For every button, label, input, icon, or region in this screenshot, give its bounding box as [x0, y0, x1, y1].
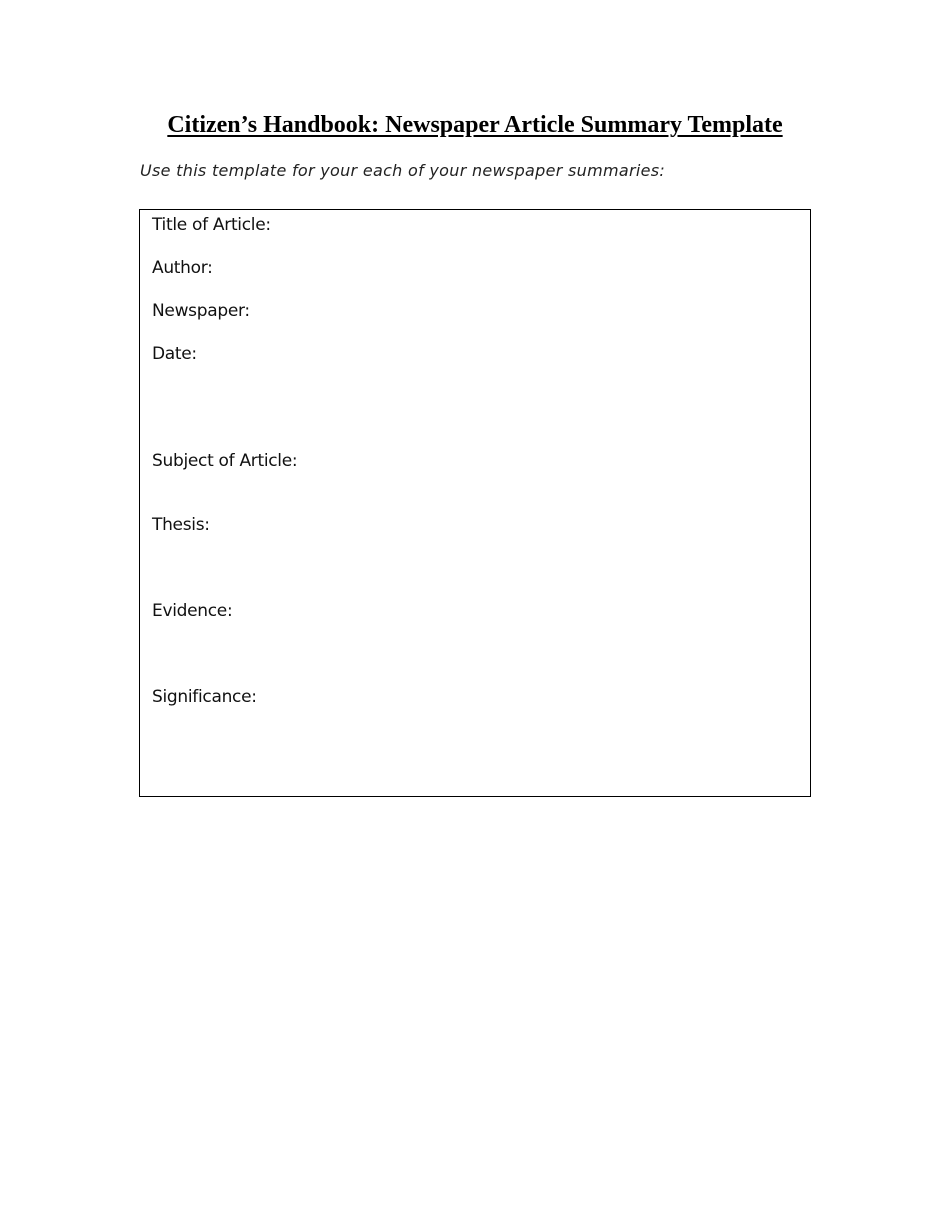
field-label-newspaper: Newspaper:: [152, 301, 250, 321]
field-label-subject-of-article: Subject of Article:: [152, 451, 298, 471]
field-label-thesis: Thesis:: [152, 515, 210, 535]
instruction-text: Use this template for your each of your newspaper summaries:: [140, 161, 666, 180]
field-label-evidence: Evidence:: [152, 601, 233, 621]
page-title-text: Citizen’s Handbook: Newspaper Article Summary Template: [167, 112, 783, 138]
field-label-significance: Significance:: [152, 687, 257, 707]
summary-template-box: [139, 209, 811, 797]
field-label-author: Author:: [152, 258, 213, 278]
field-label-title-of-article: Title of Article:: [152, 215, 271, 235]
field-label-date: Date:: [152, 344, 197, 364]
page-title: [0, 110, 950, 140]
